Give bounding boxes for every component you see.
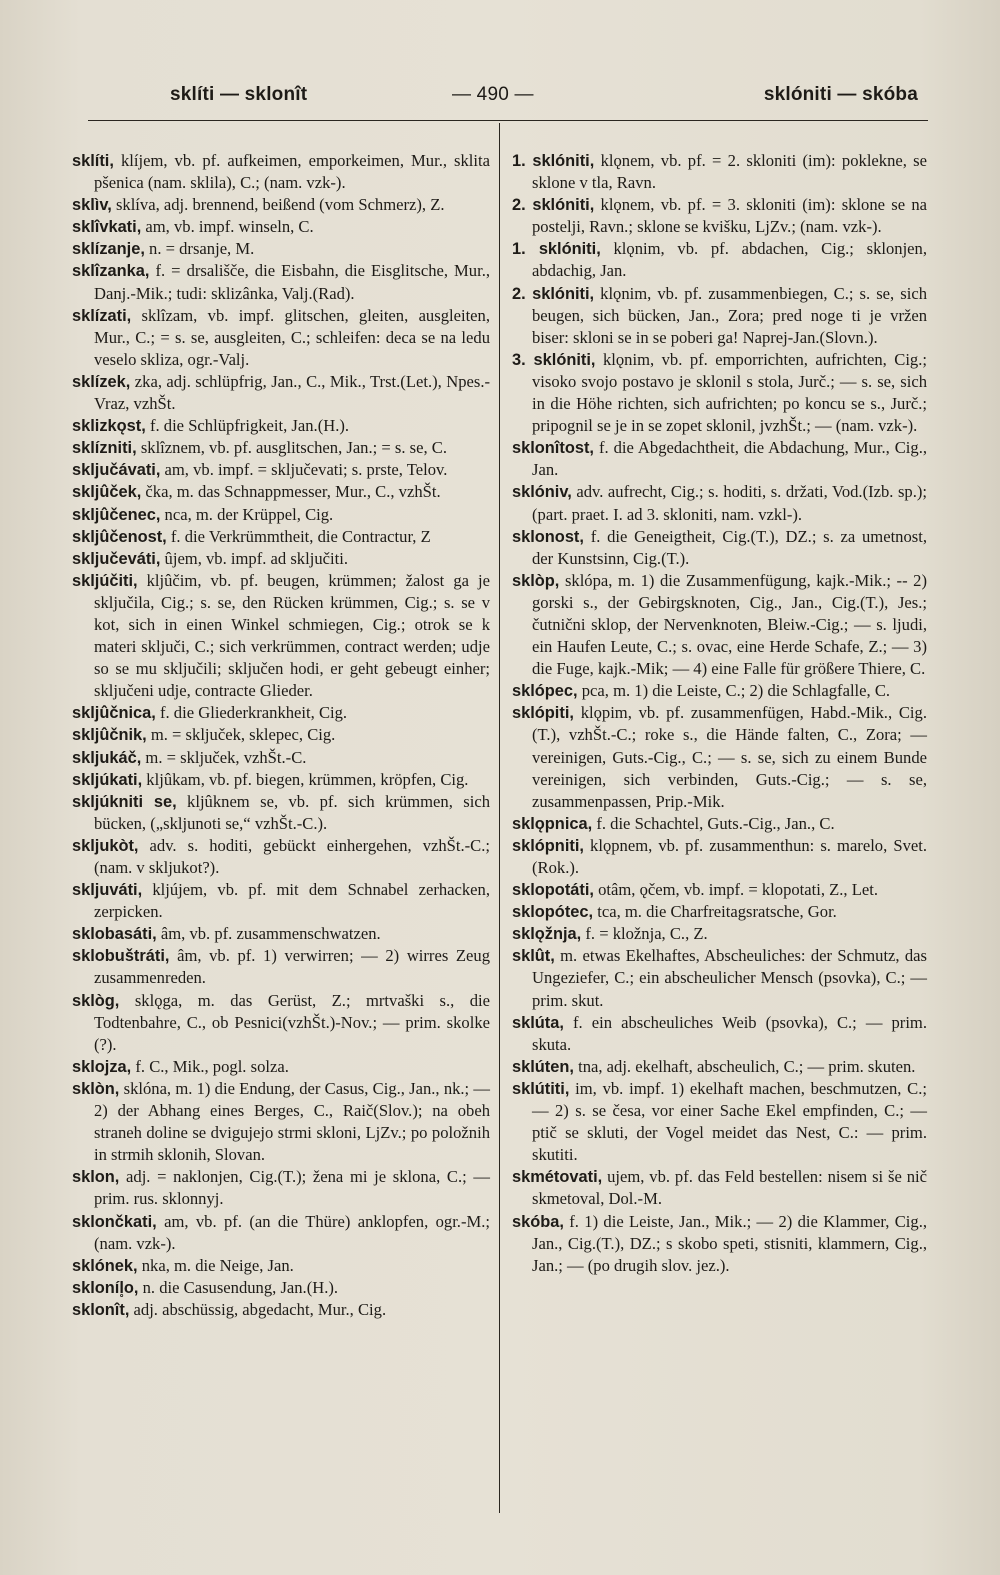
entry-headword: sklòp, <box>512 571 560 590</box>
entry-definition: am, vb. pf. (an die Thüre) anklopfen, ogr.-M.; (nam. vzk-). <box>94 1211 490 1253</box>
entry-definition: klǫnem, vb. pf. = 3. skloniti (im): sklone se na postelji, Ravn.; sklone se kvišku, LjZv.; (nam. vzk-). <box>532 195 928 237</box>
dictionary-entry <box>72 194 490 216</box>
entry-definition: sklǫga, m. das Gerüst, Z.; mrtvaški s., die Todtenbahre, C., ob Pesnici(vzhŠt.)-Nov.; — prim. skolke (?). <box>94 990 490 1054</box>
entry-headword: skljukòt, <box>72 836 139 855</box>
entry-headword: sklúten, <box>512 1057 574 1076</box>
entry-definition: nca, m. der Krüppel, Cig. <box>160 504 334 524</box>
dictionary-entry <box>72 990 490 1056</box>
dictionary-entry <box>72 437 490 459</box>
entry-headword: skljûčenec, <box>72 505 161 524</box>
dictionary-entry <box>72 548 490 570</box>
entry-headword: skljûčnik, <box>72 726 147 745</box>
dictionary-entry <box>72 526 490 548</box>
dictionary-entry <box>72 570 490 703</box>
entry-definition: f. = drsališče, die Eisbahn, die Eisglitsche, Mur., Danj.-Mik.; tudi: sklizânka, Valj.(Rad). <box>94 261 490 303</box>
header-left-guideword: sklíti — sklonît <box>170 84 308 105</box>
entry-definition: adj. abschüssig, abgedacht, Mur., Cig. <box>129 1299 387 1319</box>
entry-definition: im, vb. impf. 1) ekelhaft machen, beschmutzen, C.; — 2) s. se česa, vor einer Sache Ekel empfinden, C.; — ptič se skluti, der Vogel meidet das Nest, C.: — prim. skutiti. <box>532 1078 927 1165</box>
entry-definition: klǫpim, vb. pf. zusammenfügen, Habd.-Mik., Cig.(T.), vzhŠt.-C.; roke s., die Hände falten, C., Zora; — vereinigen, Guts.-Cig., C.; — s. se, sich zu einem Bunde vereinigen, sich verbinden, Guts.-Cig.; — s. se, zusammenpassen, Prip.-Mik. <box>532 703 927 811</box>
entry-definition: âm, vb. pf. 1) verwirren; — 2) wirres Zeug zusammenreden. <box>94 946 490 988</box>
dictionary-entry <box>512 923 927 945</box>
dictionary-entry <box>72 260 490 304</box>
dictionary-entry <box>512 194 927 238</box>
dictionary-entry <box>512 238 927 282</box>
entry-definition: f. 1) die Leiste, Jan., Mik.; — 2) die Klammer, Cig., Jan., Cig.(T.), DZ.; s skobo speti, stisniti, klammern, Cig., Jan.; — (po drugih slov. jez.). <box>532 1211 927 1275</box>
dictionary-entry <box>512 481 927 525</box>
entry-headword: sklòg, <box>72 991 120 1010</box>
dictionary-entry <box>72 791 490 835</box>
entry-headword: sklónek, <box>72 1256 138 1275</box>
entry-headword: sklîzanka, <box>72 262 150 281</box>
entry-definition: f. die Schachtel, Guts.-Cig., Jan., C. <box>592 813 835 833</box>
entry-definition: kljújem, vb. pf. mit dem Schnabel zerhacken, zerpicken. <box>94 880 490 922</box>
dictionary-entry <box>512 526 927 570</box>
entry-definition: f. die Geneigtheit, Cig.(T.), DZ.; s. za umetnost, der Kunstsinn, Cig.(T.). <box>532 526 927 568</box>
dictionary-entry <box>512 1056 927 1078</box>
entry-headword: sklojza, <box>72 1057 132 1076</box>
entry-headword: 1. sklóniti, <box>512 152 595 170</box>
entry-definition: kljûčim, vb. pf. beugen, krümmen; žalost ga je sključila, Cig.; s. se, den Rücken krümmen, Cig.; s. se v kot, sich in einen Winkel schmiegen, Cig.; otrok se k materi sključi, C.; sich verkrümmen, contract werden; udje so se mu sključili; sključen hodi, er geht gebeugt einher; sključeni udje, contracte Glieder. <box>94 570 490 701</box>
entry-headword: sklǫpnica, <box>512 814 593 833</box>
entry-definition: f. = kložnja, C., Z. <box>581 924 708 944</box>
entry-definition: sklóna, m. 1) die Endung, der Casus, Cig., Jan., nk.; — 2) der Abhang eines Berges, C., Raič(Slov.); na obeh straneh doline se dvigujejo strmi skloni, LjZv.; po položnih in strmih sklonih, Slovan. <box>94 1078 490 1165</box>
left-column <box>72 150 490 1321</box>
dictionary-entry <box>72 945 490 989</box>
entry-definition: am, vb. impf. winseln, C. <box>141 217 314 237</box>
dictionary-entry <box>512 283 927 349</box>
entry-headword: sklût, <box>512 947 555 966</box>
dictionary-entry <box>512 945 927 1011</box>
entry-headword: 2. sklóniti, <box>512 284 595 303</box>
entry-definition: n. = drsanje, M. <box>144 239 255 259</box>
dictionary-entry <box>72 1078 490 1166</box>
entry-headword: sklízanje, <box>72 240 145 259</box>
entry-headword: sklopotáti, <box>512 881 594 900</box>
header-rule <box>88 120 928 121</box>
entry-definition: tca, m. die Charfreitagsratsche, Gor. <box>593 902 837 922</box>
dictionary-entry <box>72 216 490 238</box>
entry-headword: 1. sklóniti, <box>512 240 601 259</box>
entry-headword: skloníl̥o, <box>72 1278 139 1297</box>
entry-definition: klǫnim, vb. pf. abdachen, Cig.; sklonjen, abdachig, Jan. <box>532 239 927 281</box>
entry-definition: ujem, vb. pf. das Feld bestellen: nisem si še nič skmetoval, Dol.-M. <box>532 1167 927 1209</box>
dictionary-entry <box>72 1277 490 1299</box>
entry-definition: f. die Gliederkrankheit, Cig. <box>155 703 348 723</box>
entry-definition: tna, adj. ekelhaft, abscheulich, C.; — prim. skuten. <box>573 1056 916 1076</box>
header-right-guideword: sklóniti — skóba <box>763 84 918 105</box>
entry-definition: m. = sključek, vzhŠt.-C. <box>141 747 307 767</box>
page-header <box>92 84 928 112</box>
entry-definition: kljûkam, vb. pf. biegen, krümmen, kröpfen, Cig. <box>142 769 469 789</box>
dictionary-entry <box>512 1012 927 1056</box>
dictionary-entry <box>72 371 490 415</box>
entry-headword: sklonîtost, <box>512 439 594 458</box>
entry-headword: skmétovati, <box>512 1168 603 1187</box>
dictionary-entry <box>512 1211 927 1277</box>
dictionary-entry <box>72 504 490 526</box>
entry-headword: sklòn, <box>72 1079 120 1098</box>
entry-definition: klǫpnem, vb. pf. zusammenthun: s. marelo, Svet.(Rok.). <box>532 835 927 877</box>
dictionary-entry <box>72 305 490 371</box>
entry-headword: sključeváti, <box>72 549 161 568</box>
dictionary-entry <box>72 150 490 194</box>
dictionary-entry <box>512 150 927 194</box>
entry-headword: sklončkati, <box>72 1212 157 1231</box>
entry-headword: sklúta, <box>512 1013 564 1032</box>
entry-headword: skóba, <box>512 1212 564 1231</box>
entry-definition: kljûknem se, vb. pf. sich krümmen, sich bücken, („skljunoti se,“ vzhŠt.-C.). <box>94 791 490 833</box>
entry-definition: f. die Schlüpfrigkeit, Jan.(H.). <box>145 416 350 436</box>
dictionary-entry <box>72 923 490 945</box>
entry-definition: nka, m. die Neige, Jan. <box>137 1255 294 1275</box>
entry-headword: sklízniti, <box>72 439 137 458</box>
entry-headword: skljukáč, <box>72 748 142 767</box>
page-number: — 490 — <box>452 84 534 105</box>
dictionary-entry <box>72 879 490 923</box>
entry-definition: čka, m. das Schnappmesser, Mur., C., vzhŠt. <box>141 482 441 502</box>
entry-headword: sklíti, <box>72 152 114 170</box>
dictionary-entry <box>512 835 927 879</box>
entry-definition: ûjem, vb. impf. ad sključiti. <box>160 548 348 568</box>
dictionary-entry <box>72 1299 490 1321</box>
dictionary-entry <box>72 415 490 437</box>
entry-headword: sklopótec, <box>512 903 594 922</box>
entry-definition: adv. aufrecht, Cig.; s. hoditi, s. držati, Vod.(Izb. sp.); (part. praet. I. ad 3. skloniti, nam. vzkl-). <box>532 482 927 524</box>
dictionary-entry <box>512 901 927 923</box>
entry-headword: sklópiti, <box>512 704 574 723</box>
entry-headword: skljúkniti se, <box>72 792 177 811</box>
dictionary-entry <box>72 459 490 481</box>
dictionary-entry <box>72 1166 490 1210</box>
dictionary-entry <box>72 481 490 503</box>
entry-definition: f. die Verkrümmtheit, die Contractur, Z <box>166 526 431 546</box>
entry-headword: sklìv, <box>72 196 112 215</box>
entry-headword: skljúkati, <box>72 770 143 789</box>
entry-headword: sklizkǫst, <box>72 417 146 436</box>
dictionary-entry <box>512 437 927 481</box>
dictionary-entry <box>72 702 490 724</box>
right-column <box>512 150 927 1277</box>
entry-definition: adv. s. hoditi, gebückt einhergehen, vzhŠt.-C.; (nam. v skljukot?). <box>94 835 490 877</box>
entry-headword: sklútiti, <box>512 1079 570 1098</box>
entry-headword: sklîvkati, <box>72 218 142 237</box>
entry-headword: 2. sklóniti, <box>512 196 595 215</box>
dictionary-entry <box>512 1166 927 1210</box>
entry-headword: sklonost, <box>512 527 584 546</box>
entry-headword: sklóniv, <box>512 483 572 502</box>
entry-headword: skljûčenost, <box>72 527 167 546</box>
dictionary-entry <box>72 1255 490 1277</box>
entry-headword: sklǫžnja, <box>512 925 582 944</box>
entry-definition: zka, adj. schlüpfrig, Jan., C., Mik., Trst.(Let.), Npes.-Vraz, vzhŠt. <box>94 371 490 414</box>
entry-definition: sklíva, adj. brennend, beißend (vom Schmerz), Z. <box>111 195 445 215</box>
entry-definition: klǫnim, vb. pf. emporrichten, aufrichten, Cig.; visoko svojo postavo je sklonil s stola, Jurč.; — s. se, sich in die Höhe richten, sich aufrichten; po koncu se s., Jurč.; pripognil se je in se zopet sklonil, jvzhŠt.; — (nam. vzk-). <box>532 349 927 436</box>
column-divider <box>499 123 500 1513</box>
entry-definition: sklîzam, vb. impf. glitschen, gleiten, ausgleiten, Mur., C.; = s. se, ausgleiten, C.; schleifen: deca se na ledu veselo skliza, ogr.-Valj. <box>94 305 490 369</box>
entry-definition: adj. = naklonjen, Cig.(T.); žena mi je sklona, C.; — prim. rus. sklonnyj. <box>94 1167 490 1209</box>
dictionary-entry <box>72 747 490 769</box>
entry-definition: klǫnim, vb. pf. zusammenbiegen, C.; s. se, sich beugen, sich bücken, Jan., Zora; pred noge ti je vržen biser: skloni se in se poberi ga! Naprej-Jan.(Slovn.). <box>532 283 927 347</box>
dictionary-entry <box>512 349 927 437</box>
dictionary-entry <box>512 879 927 901</box>
entry-headword: sklon, <box>72 1168 120 1187</box>
entry-headword: sklobasáti, <box>72 925 157 944</box>
entry-headword: skljûček, <box>72 483 142 502</box>
entry-headword: skljuváti, <box>72 881 143 900</box>
dictionary-entry <box>72 769 490 791</box>
entry-headword: sklonît, <box>72 1300 130 1319</box>
dictionary-entry <box>512 813 927 835</box>
entry-definition: f. C., Mik., pogl. solza. <box>131 1056 289 1076</box>
dictionary-entry <box>512 680 927 702</box>
entry-headword: sklópec, <box>512 682 578 701</box>
entry-headword: skljúčiti, <box>72 571 138 590</box>
dictionary-entry <box>512 1078 927 1166</box>
dictionary-entry <box>512 570 927 680</box>
entry-definition: m. etwas Ekelhaftes, Abscheuliches: der Schmutz, das Ungeziefer, C.; ein abscheulicher Mensch (psovka), C.; — prim. skut. <box>532 946 927 1010</box>
entry-headword: sklobuštráti, <box>72 947 170 966</box>
entry-definition: f. die Abgedachtheit, die Abdachung, Mur., Cig., Jan. <box>532 438 927 480</box>
entry-headword: sklízati, <box>72 306 132 325</box>
entry-definition: otâm, ǫčem, vb. impf. = klopotati, Z., Let. <box>593 880 878 900</box>
dictionary-entry <box>72 835 490 879</box>
entry-definition: klíjem, vb. pf. aufkeimen, emporkeimen, Mur., sklita pšenica (nam. sklila), C.; (nam. vzk-). <box>94 151 490 193</box>
entry-definition: f. ein abscheuliches Weib (psovka), C.; — prim. skuta. <box>532 1012 927 1054</box>
entry-definition: m. = sključek, sklepec, Cig. <box>146 725 336 745</box>
entry-definition: am, vb. impf. = sključevati; s. prste, Telov. <box>160 460 448 480</box>
entry-definition: klǫnem, vb. pf. = 2. skloniti (im): poklekne, se sklone v tla, Ravn. <box>532 151 928 193</box>
dictionary-entry <box>72 238 490 260</box>
entry-headword: skljûčnica, <box>72 704 156 723</box>
entry-headword: sklópniti, <box>512 836 584 855</box>
entry-definition: sklîznem, vb. pf. ausglitschen, Jan.; = s. se, C. <box>136 438 447 458</box>
dictionary-entry <box>72 724 490 746</box>
dictionary-entry <box>72 1056 490 1078</box>
entry-definition: sklópa, m. 1) die Zusammenfügung, kajk.-Mik.; -- 2) gorski s., der Gebirgsknoten, Cig., Jan., Cig.(T.), Jes.; čutnični sklop, der Nervenknoten, Bleiw.-Cig.; — s. ljudi, ein Haufen Leute, C.; s. ovac, eine Herde Schafe, Z.; — 3) die Fuge, kajk.-Mik; — 4) eine Falle für größere Thiere, C. <box>532 570 927 679</box>
entry-headword: sklízek, <box>72 372 131 391</box>
entry-headword: sključávati, <box>72 461 161 480</box>
entry-definition: pca, m. 1) die Leiste, C.; 2) die Schlagfalle, C. <box>577 681 891 701</box>
entry-headword: 3. sklóniti, <box>512 350 596 369</box>
entry-definition: n. die Casusendung, Jan.(H.). <box>138 1277 339 1297</box>
entry-definition: âm, vb. pf. zusammenschwatzen. <box>156 924 381 944</box>
dictionary-entry <box>512 702 927 812</box>
dictionary-entry <box>72 1211 490 1255</box>
